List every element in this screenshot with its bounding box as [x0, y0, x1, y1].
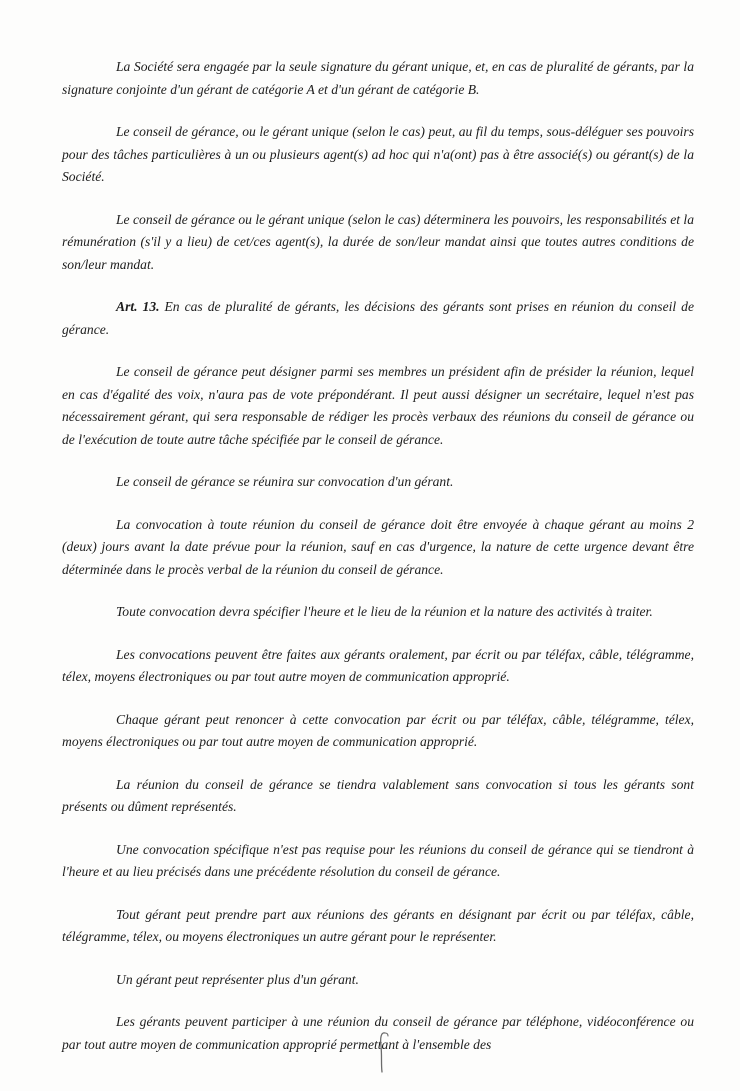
paragraph-proxy: Tout gérant peut prendre part aux réunions des gérants en désignant par écrit ou par téléfax, câble, télégramme, télex, ou moyens électroniques un autre gérant pour le représenter.	[62, 906, 694, 944]
paragraph-convocation-means: Les convocations peuvent être faites aux gérants oralement, par écrit ou par téléfax, câble, télégramme, télex, moyens électroniques ou par tout autre moyen de communication approprié.	[62, 646, 694, 684]
paragraph-waiver: Chaque gérant peut renoncer à cette convocation par écrit ou par téléfax, câble, télégramme, télex, moyens électroniques ou par tout autre moyen de communication approprié.	[62, 711, 694, 749]
paragraph-signature-rule: La Société sera engagée par la seule signature du gérant unique, et, en cas de pluralité de gérants, par la signature conjointe d'un gérant de catégorie A et d'un gérant de catégorie B.	[62, 59, 694, 97]
article-13-paragraph	[62, 296, 694, 341]
paragraph-president: Le conseil de gérance peut désigner parmi ses membres un président afin de présider la réunion, lequel en cas d'égalité des voix, n'aura pas de vote prépondérant. Il peut aussi désigner un secrétaire, lequel n'est pas nécessairement gérant, qui sera responsable de rédiger les procès verbaux des réunions du conseil de gérance ou de l'exécution de toute autre tâche spécifiée par le conseil de gérance.	[62, 364, 694, 447]
document-body	[62, 56, 694, 1076]
paragraph-multiple-proxy: Un gérant peut représenter plus d'un gérant.	[116, 971, 359, 987]
paragraph-subdelegation: Le conseil de gérance, ou le gérant unique (selon le cas) peut, au fil du temps, sous-déléguer ses pouvoirs pour des tâches particulières à un ou plusieurs agent(s) ad hoc qui n'a(ont) pas à être associé(s) ou gérant(s) de la Société.	[62, 124, 694, 184]
paragraph-remote-participation: Les gérants peuvent participer à une réunion du conseil de gérance par téléphone, vidéoconférence ou par tout autre moyen de communication approprié permettant à l'ensemble des	[62, 1014, 694, 1052]
paragraph-convocation-meeting: Le conseil de gérance se réunira sur convocation d'un gérant.	[116, 474, 454, 489]
paragraph-valid-meeting: La réunion du conseil de gérance se tiendra valablement sans convocation si tous les gérants sont présents ou dûment représentés.	[62, 776, 694, 814]
initials-mark	[376, 1030, 390, 1074]
paragraph-convocation-notice: La convocation à toute réunion du conseil de gérance doit être envoyée à chaque gérant au moins 2 (deux) jours avant la date prévue pour la réunion, sauf en cas d'urgence, la nature de cette urgence devant être déterminée dans le procès verbal de la réunion du conseil de gérance.	[62, 516, 694, 577]
article-text: En cas de pluralité de gérants, les décisions des gérants sont prises en réunion du conseil de gérance.	[62, 299, 694, 337]
article-number: Art. 13.	[116, 299, 160, 314]
paragraph-specific-convocation: Une convocation spécifique n'est pas requise pour les réunions du conseil de gérance qui se tiendront à l'heure et au lieu précisés dans une précédente résolution du conseil de gérance.	[62, 841, 694, 879]
paragraph-convocation-content: Toute convocation devra spécifier l'heure et le lieu de la réunion et la nature des activités à traiter.	[116, 604, 653, 619]
paragraph-agent-powers: Le conseil de gérance ou le gérant unique (selon le cas) déterminera les pouvoirs, les responsabilités et la rémunération (s'il y a lieu) de cet/ces agent(s), la durée de son/leur mandat ainsi que toutes autres conditions de son/leur mandat.	[62, 211, 694, 272]
